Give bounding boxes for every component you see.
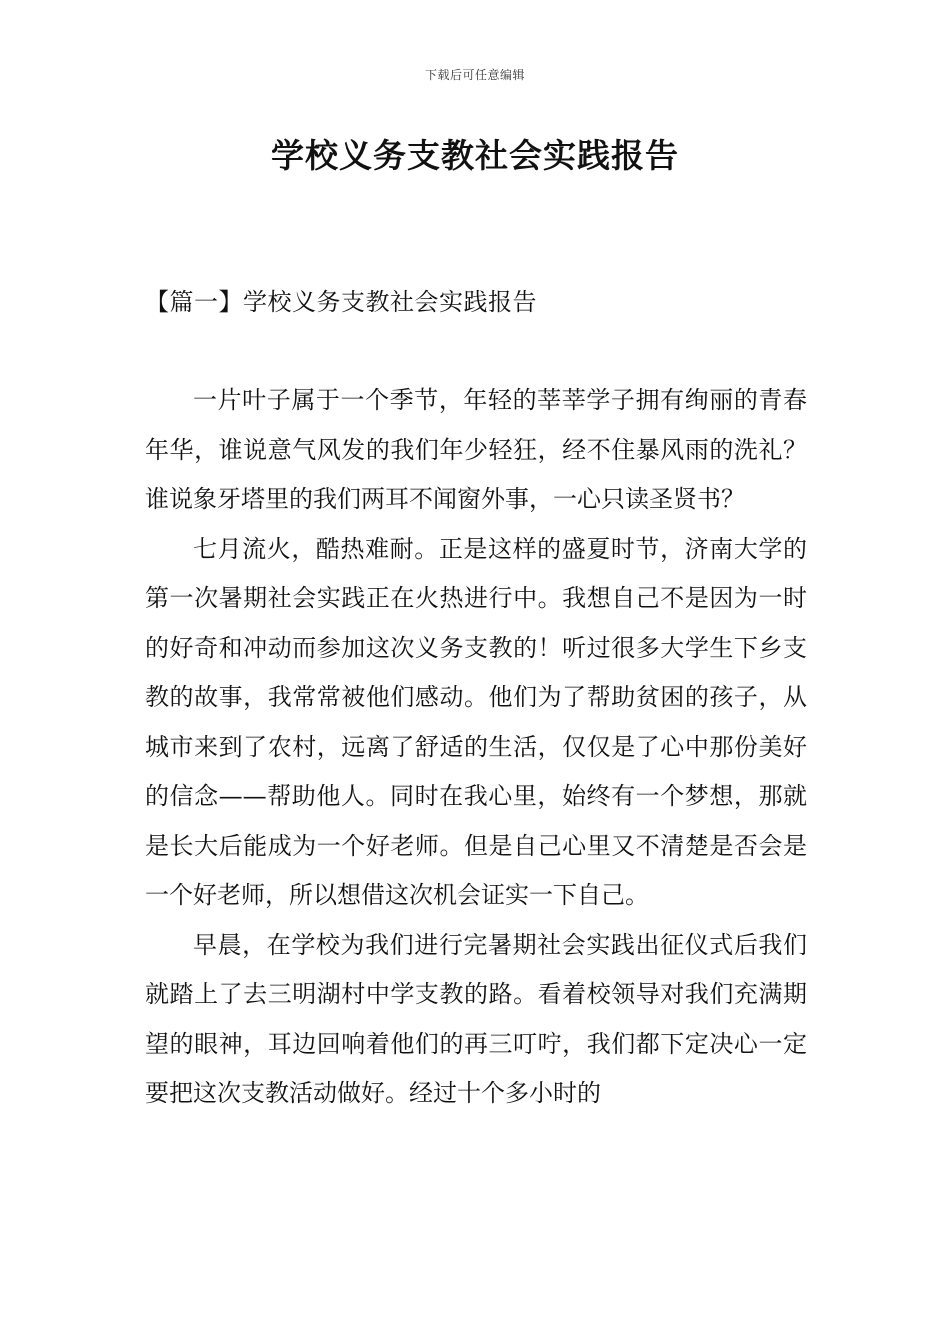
paragraph-3: 早晨，在学校为我们进行完暑期社会实践出征仪式后我们就踏上了去三明湖村中学支教的路。看着校领导对我们充满期望的眼神，耳边回响着他们的再三叮咛，我们都下定决心一定要把这次支教活动做好。经过十个多小时的 — [145, 930, 807, 1107]
download-note: 下载后可任意编辑 — [424, 68, 525, 82]
document-body — [145, 376, 807, 1119]
section-heading: 【篇一】学校义务支教社会实践报告 — [145, 288, 537, 316]
paragraph-1: 一片叶子属于一个季节，年轻的莘莘学子拥有绚丽的青春年华，谁说意气风发的我们年少轻狂，经不住暴风雨的洗礼？谁说象牙塔里的我们两耳不闻窗外事，一心只读圣贤书？ — [145, 386, 807, 513]
paragraph-2: 七月流火，酷热难耐。正是这样的盛夏时节，济南大学的第一次暑期社会实践正在火热进行中。我想自己不是因为一时的好奇和冲动而参加这次义务支教的！听过很多大学生下乡支教的故事，我常常被他们感动。他们为了帮助贫困的孩子，从城市来到了农村，远离了舒适的生活，仅仅是了心中那份美好的信念——帮助他人。同时在我心里，始终有一个梦想，那就是长大后能成为一个好老师。但是自己心里又不清楚是否会是一个好老师，所以想借这次机会证实一下自己。 — [145, 534, 807, 909]
document-title: 学校义务支教社会实践报告 — [271, 136, 679, 175]
